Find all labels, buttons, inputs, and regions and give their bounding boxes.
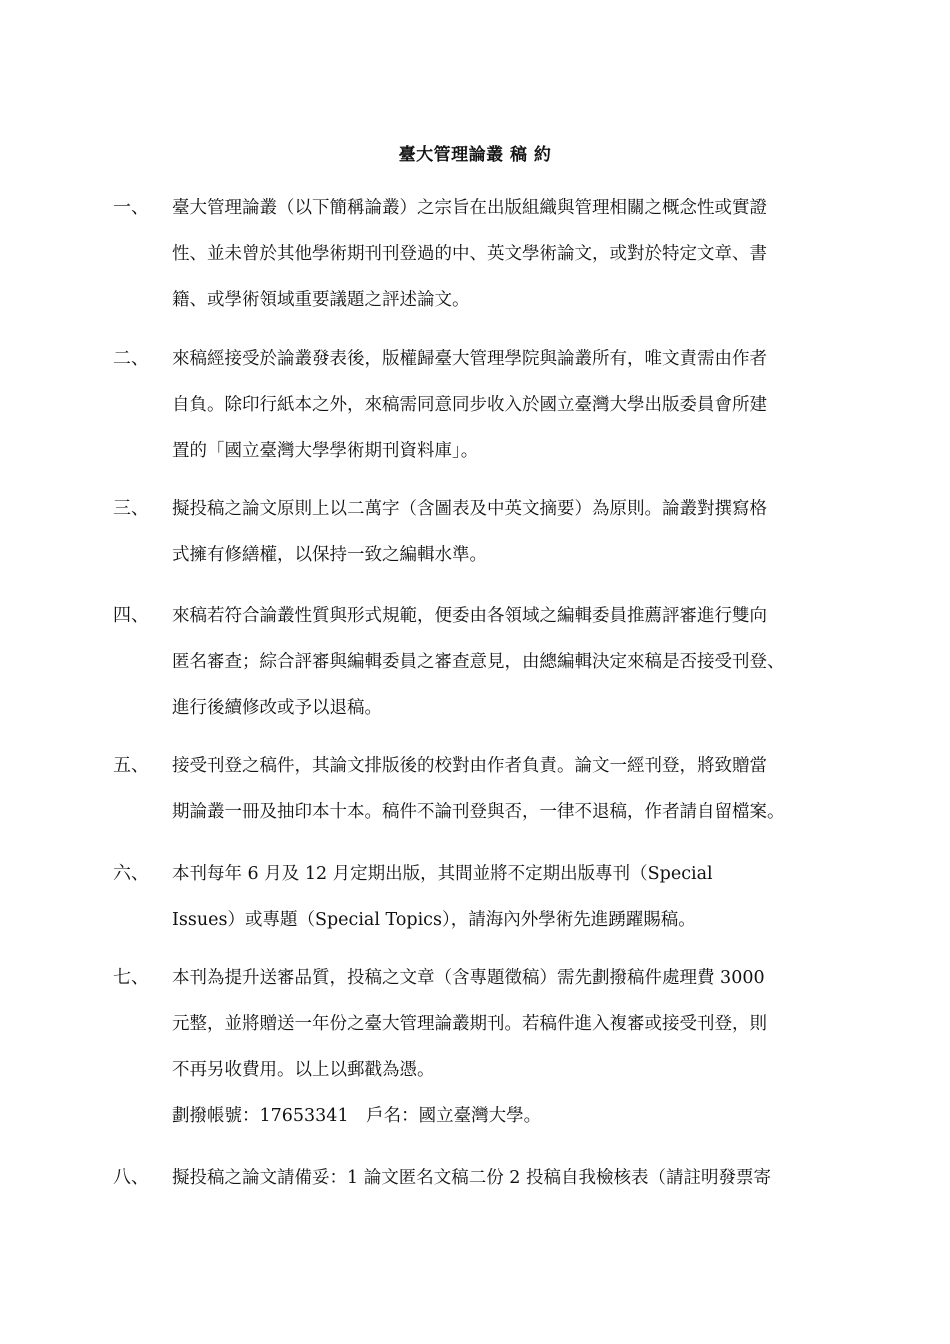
item-text-line: 接受刊登之稿件，其論文排版後的校對由作者負責。論文一經刊登，將致贈當 bbox=[172, 756, 767, 776]
item-text-line: 自負。除印行紙本之外，來稿需同意同步收入於國立臺灣大學出版委員會所建 bbox=[172, 395, 767, 415]
item-number: 一、 bbox=[113, 197, 149, 218]
item-text-line: Issues）或專題（Special Topics），請海內外學術先進踴躍賜稿。 bbox=[172, 910, 696, 930]
item-text-line: 擬投稿之論文原則上以二萬字（含圖表及中英文摘要）為原則。論叢對撰寫格 bbox=[172, 499, 767, 519]
page-title: 臺大管理論叢 稿 約 bbox=[398, 145, 552, 165]
item-text-line: 劃撥帳號：17653341 戶名：國立臺灣大學。 bbox=[172, 1106, 542, 1126]
item-text-line: 擬投稿之論文請備妥：1 論文匿名文稿二份 2 投稿自我檢核表（請註明發票寄 bbox=[172, 1168, 771, 1188]
item-text-line: 臺大管理論叢（以下簡稱論叢）之宗旨在出版組織與管理相關之概念性或實證 bbox=[172, 198, 767, 218]
item-number: 六、 bbox=[113, 863, 149, 884]
item-number: 四、 bbox=[113, 605, 149, 626]
item-text-line: 本刊每年 6 月及 12 月定期出版，其間並將不定期出版專刊（Special bbox=[172, 864, 713, 884]
item-number: 三、 bbox=[113, 498, 149, 519]
item-text-line: 本刊為提升送審品質，投稿之文章（含專題徵稿）需先劃撥稿件處理費 3000 bbox=[172, 968, 765, 988]
item-text-line: 式擁有修繕權，以保持一致之編輯水準。 bbox=[172, 545, 487, 565]
item-text-line: 來稿若符合論叢性質與形式規範，便委由各領域之編輯委員推薦評審進行雙向 bbox=[172, 606, 767, 626]
item-text-line: 元整，並將贈送一年份之臺大管理論叢期刊。若稿件進入複審或接受刊登，則 bbox=[172, 1014, 767, 1034]
item-text-line: 進行後續修改或予以退稿。 bbox=[172, 698, 382, 718]
item-number: 五、 bbox=[113, 755, 149, 776]
item-text-line: 置的「國立臺灣大學學術期刊資料庫」。 bbox=[172, 441, 479, 461]
item-text-line: 性、並未曾於其他學術期刊刊登過的中、英文學術論文，或對於特定文章、書 bbox=[172, 244, 767, 264]
item-number: 二、 bbox=[113, 348, 149, 369]
item-text-line: 匿名審查；綜合評審與編輯委員之審查意見，由總編輯決定來稿是否接受刊登、 bbox=[172, 652, 785, 672]
item-text-line: 期論叢一冊及抽印本十本。稿件不論刊登與否，一律不退稿，作者請自留檔案。 bbox=[172, 802, 785, 822]
item-text-line: 來稿經接受於論叢發表後，版權歸臺大管理學院與論叢所有，唯文責需由作者 bbox=[172, 349, 767, 369]
item-text-line: 不再另收費用。以上以郵戳為憑。 bbox=[172, 1060, 435, 1080]
item-number: 八、 bbox=[113, 1167, 149, 1188]
item-number: 七、 bbox=[113, 967, 149, 988]
item-text-line: 籍、或學術領域重要議題之評述論文。 bbox=[172, 290, 470, 310]
